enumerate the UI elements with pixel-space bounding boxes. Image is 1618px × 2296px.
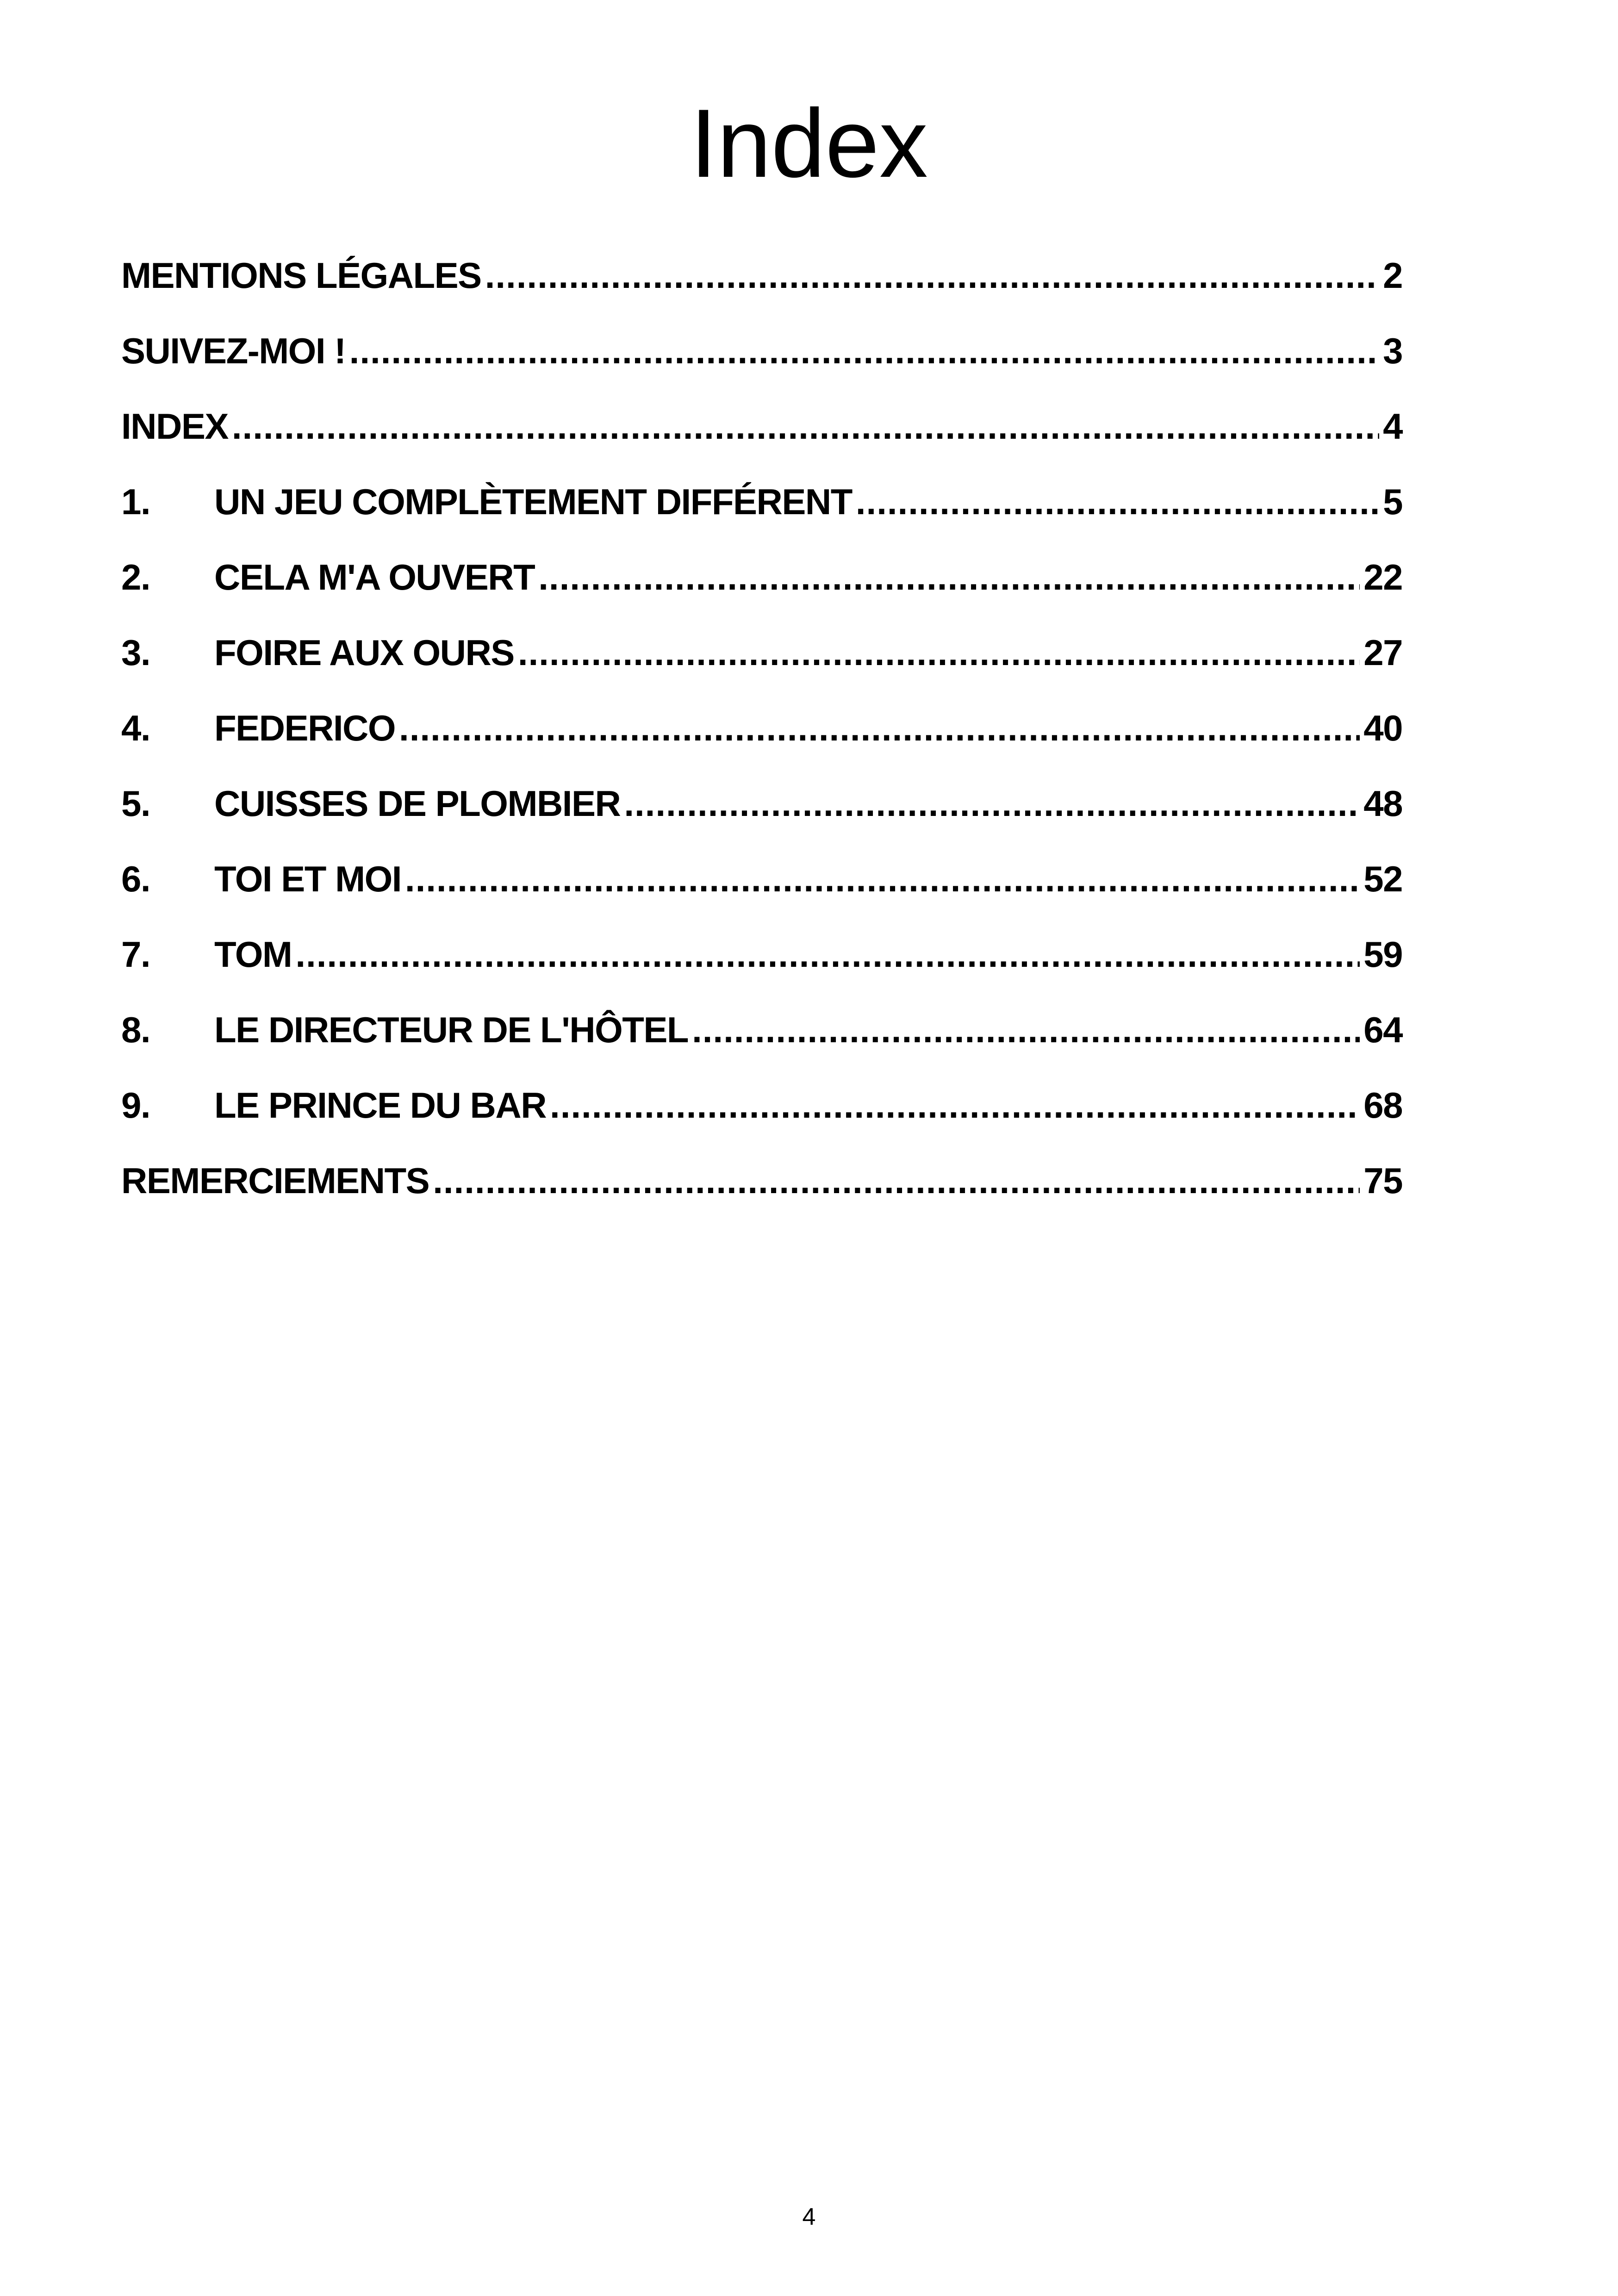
toc-entry-chapter-5[interactable] <box>121 783 1402 858</box>
toc-dot-leader <box>692 1009 1360 1051</box>
toc-dot-leader <box>433 1160 1360 1202</box>
toc-entry-page: 68 <box>1363 1085 1402 1126</box>
toc-entry-number: 1. <box>121 481 150 522</box>
toc-entry-number: 6. <box>121 859 150 899</box>
toc-entry-number: 7. <box>121 934 150 975</box>
toc-entry-chapter-2[interactable] <box>121 556 1402 632</box>
toc-entry-page: 27 <box>1363 632 1402 673</box>
toc-entry-chapter-4[interactable] <box>121 707 1402 783</box>
toc-entry-number: 2. <box>121 557 150 597</box>
toc-entry-mentions-legales[interactable] <box>121 255 1402 330</box>
toc-entry-label: CUISSES DE PLOMBIER <box>214 783 621 824</box>
toc-dot-leader <box>624 783 1360 825</box>
table-of-contents <box>121 255 1402 1235</box>
toc-entry-label: LE PRINCE DU BAR <box>214 1085 547 1126</box>
toc-entry-number: 8. <box>121 1009 150 1050</box>
toc-entry-index[interactable] <box>121 405 1402 481</box>
toc-dot-leader <box>518 632 1360 674</box>
toc-entry-remerciements[interactable] <box>121 1160 1402 1235</box>
toc-entry-page: 4 <box>1383 406 1402 447</box>
page-title: Index <box>690 89 928 198</box>
toc-entry-suivez-moi[interactable] <box>121 330 1402 405</box>
toc-entry-label: TOM <box>214 934 292 975</box>
toc-entry-page: 48 <box>1363 783 1402 824</box>
toc-entry-label: SUIVEZ-MOI ! <box>121 330 346 371</box>
toc-entry-label: INDEX <box>121 406 228 447</box>
toc-entry-page: 5 <box>1383 481 1402 522</box>
toc-dot-leader <box>856 481 1379 523</box>
toc-entry-label: MENTIONS LÉGALES <box>121 255 481 296</box>
page-number: 4 <box>802 2203 816 2230</box>
toc-entry-page: 64 <box>1363 1009 1402 1050</box>
toc-entry-page: 3 <box>1383 330 1402 371</box>
toc-dot-leader <box>349 330 1379 372</box>
toc-entry-page: 59 <box>1363 934 1402 975</box>
toc-entry-page: 75 <box>1363 1160 1402 1201</box>
toc-dot-leader <box>485 255 1379 297</box>
toc-entry-number: 3. <box>121 632 150 673</box>
toc-entry-label: FOIRE AUX OURS <box>214 632 514 673</box>
toc-entry-label: TOI ET MOI <box>214 859 401 899</box>
toc-entry-page: 52 <box>1363 859 1402 899</box>
toc-entry-number: 5. <box>121 783 150 824</box>
toc-entry-label: LE DIRECTEUR DE L'HÔTEL <box>214 1009 689 1050</box>
toc-entry-chapter-1[interactable] <box>121 481 1402 556</box>
toc-entry-number: 9. <box>121 1085 150 1126</box>
toc-entry-label: CELA M'A OUVERT <box>214 557 535 597</box>
toc-entry-chapter-7[interactable] <box>121 933 1402 1009</box>
toc-entry-label: FEDERICO <box>214 708 396 748</box>
toc-entry-chapter-8[interactable] <box>121 1009 1402 1084</box>
toc-dot-leader <box>295 933 1360 976</box>
toc-entry-number: 4. <box>121 708 150 748</box>
toc-dot-leader <box>399 707 1360 749</box>
toc-entry-page: 22 <box>1363 557 1402 597</box>
toc-entry-chapter-3[interactable] <box>121 632 1402 707</box>
toc-dot-leader <box>550 1084 1360 1126</box>
toc-entry-chapter-9[interactable] <box>121 1084 1402 1160</box>
toc-entry-label: REMERCIEMENTS <box>121 1160 429 1201</box>
toc-entry-label: UN JEU COMPLÈTEMENT DIFFÉRENT <box>214 481 852 522</box>
toc-entry-page: 2 <box>1383 255 1402 296</box>
toc-entry-chapter-6[interactable] <box>121 858 1402 933</box>
toc-dot-leader <box>538 556 1360 598</box>
toc-dot-leader <box>232 405 1379 448</box>
toc-entry-page: 40 <box>1363 708 1402 748</box>
toc-dot-leader <box>405 858 1360 900</box>
